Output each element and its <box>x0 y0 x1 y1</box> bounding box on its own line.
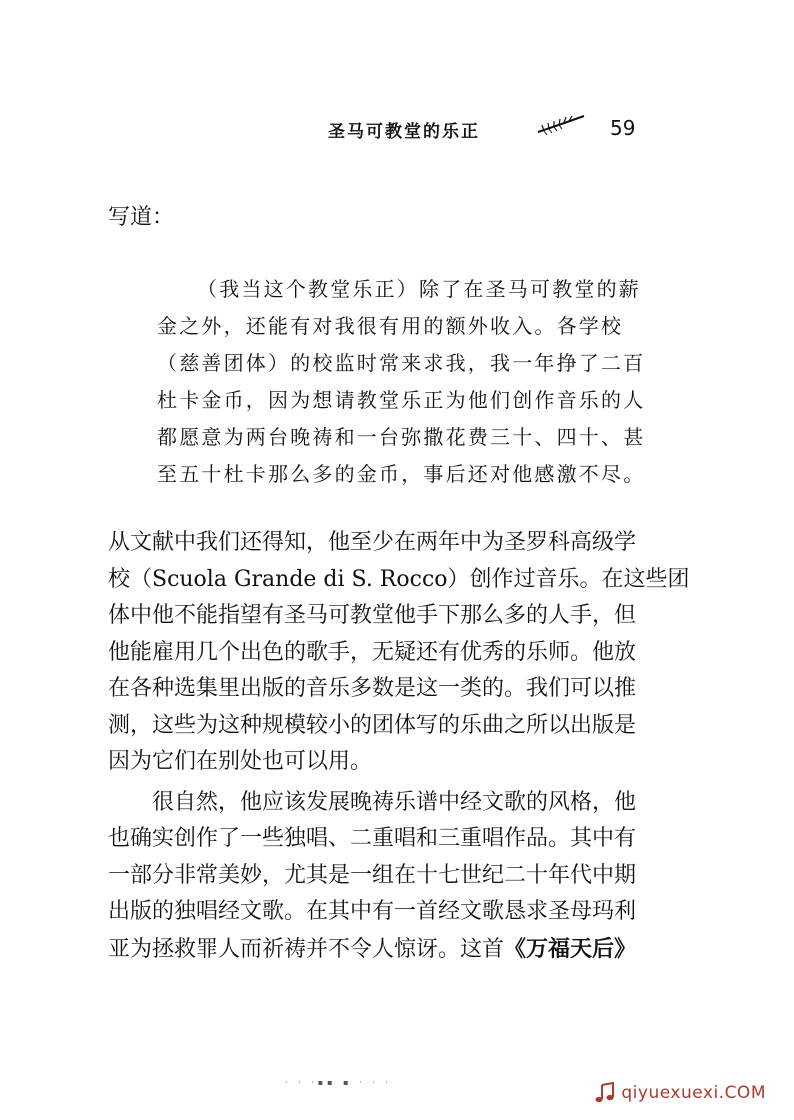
footer-marks: · · ·▪▪ ▪ · · · <box>285 1078 392 1087</box>
block-quote <box>157 271 667 493</box>
paragraph-1 <box>108 525 690 781</box>
watermark-text: qiyuexuexi.COM <box>621 1083 766 1103</box>
watermark <box>593 1082 766 1104</box>
quote-line: （慈善团体）的校监时常来求我，我一年挣了二百 <box>157 351 646 375</box>
quote-line: 都愿意为两台晚祷和一台弥撒花费三十、四十、甚 <box>157 425 646 449</box>
intro-text: 写道： <box>108 205 175 230</box>
body-line-last <box>108 931 668 969</box>
body-line: 在各种选集里出版的音乐多数是这一类的。我们可以推 <box>108 676 637 701</box>
book-title: 《万福天后》 <box>504 935 637 962</box>
body-line: 出版的独唱经文歌。在其中有一首经文歌恳求圣母玛利 <box>108 899 637 924</box>
body-line: 体中他不能指望有圣马可教堂他手下那么多的人手，但 <box>108 603 637 628</box>
quote-line: （我当这个教堂乐正）除了在圣马可教堂的薪 <box>197 277 641 301</box>
body-line: 很自然，他应该发展晚祷乐谱中经文歌的风格，他 <box>152 789 637 815</box>
quote-line: 至五十杜卡那么多的金币，事后还对他感激不尽。 <box>157 462 646 486</box>
body-line-last-text: 亚为拯救罪人而祈祷并不令人惊讶。这首 <box>108 936 505 962</box>
running-title: 圣马可教堂的乐正 <box>328 122 480 142</box>
feather-flourish-icon <box>536 112 586 136</box>
body-line: 测，这些为这种规模较小的团体写的乐曲之所以出版是 <box>108 712 637 738</box>
body-line: 从文献中我们还得知，他至少在两年中为圣罗科高级学 <box>108 530 637 555</box>
body-line: 因为它们在别处也可以用。 <box>108 749 373 774</box>
body-line: 也确实创作了一些独唱、二重唱和三重唱作品。其中有 <box>108 826 637 851</box>
music-note-logo-icon <box>593 1082 617 1104</box>
quote-line: 杜卡金币，因为想请教堂乐正为他们创作音乐的人 <box>157 388 646 412</box>
quote-line: 金之外，还能有对我很有用的额外收入。各学校 <box>157 314 624 338</box>
paragraph-2 <box>108 785 668 969</box>
body-text <box>108 525 690 968</box>
running-header <box>0 112 794 148</box>
page-number: 59 <box>610 116 636 140</box>
body-line: 他能雇用几个出色的歌手，无疑还有优秀的乐师。他放 <box>108 639 637 665</box>
body-line: 校（Scuola Grande di S. Rocco）创作过音乐。在这些团 <box>108 566 690 592</box>
body-line: 一部分非常美妙，尤其是一组在十七世纪二十年代中期 <box>108 862 637 888</box>
